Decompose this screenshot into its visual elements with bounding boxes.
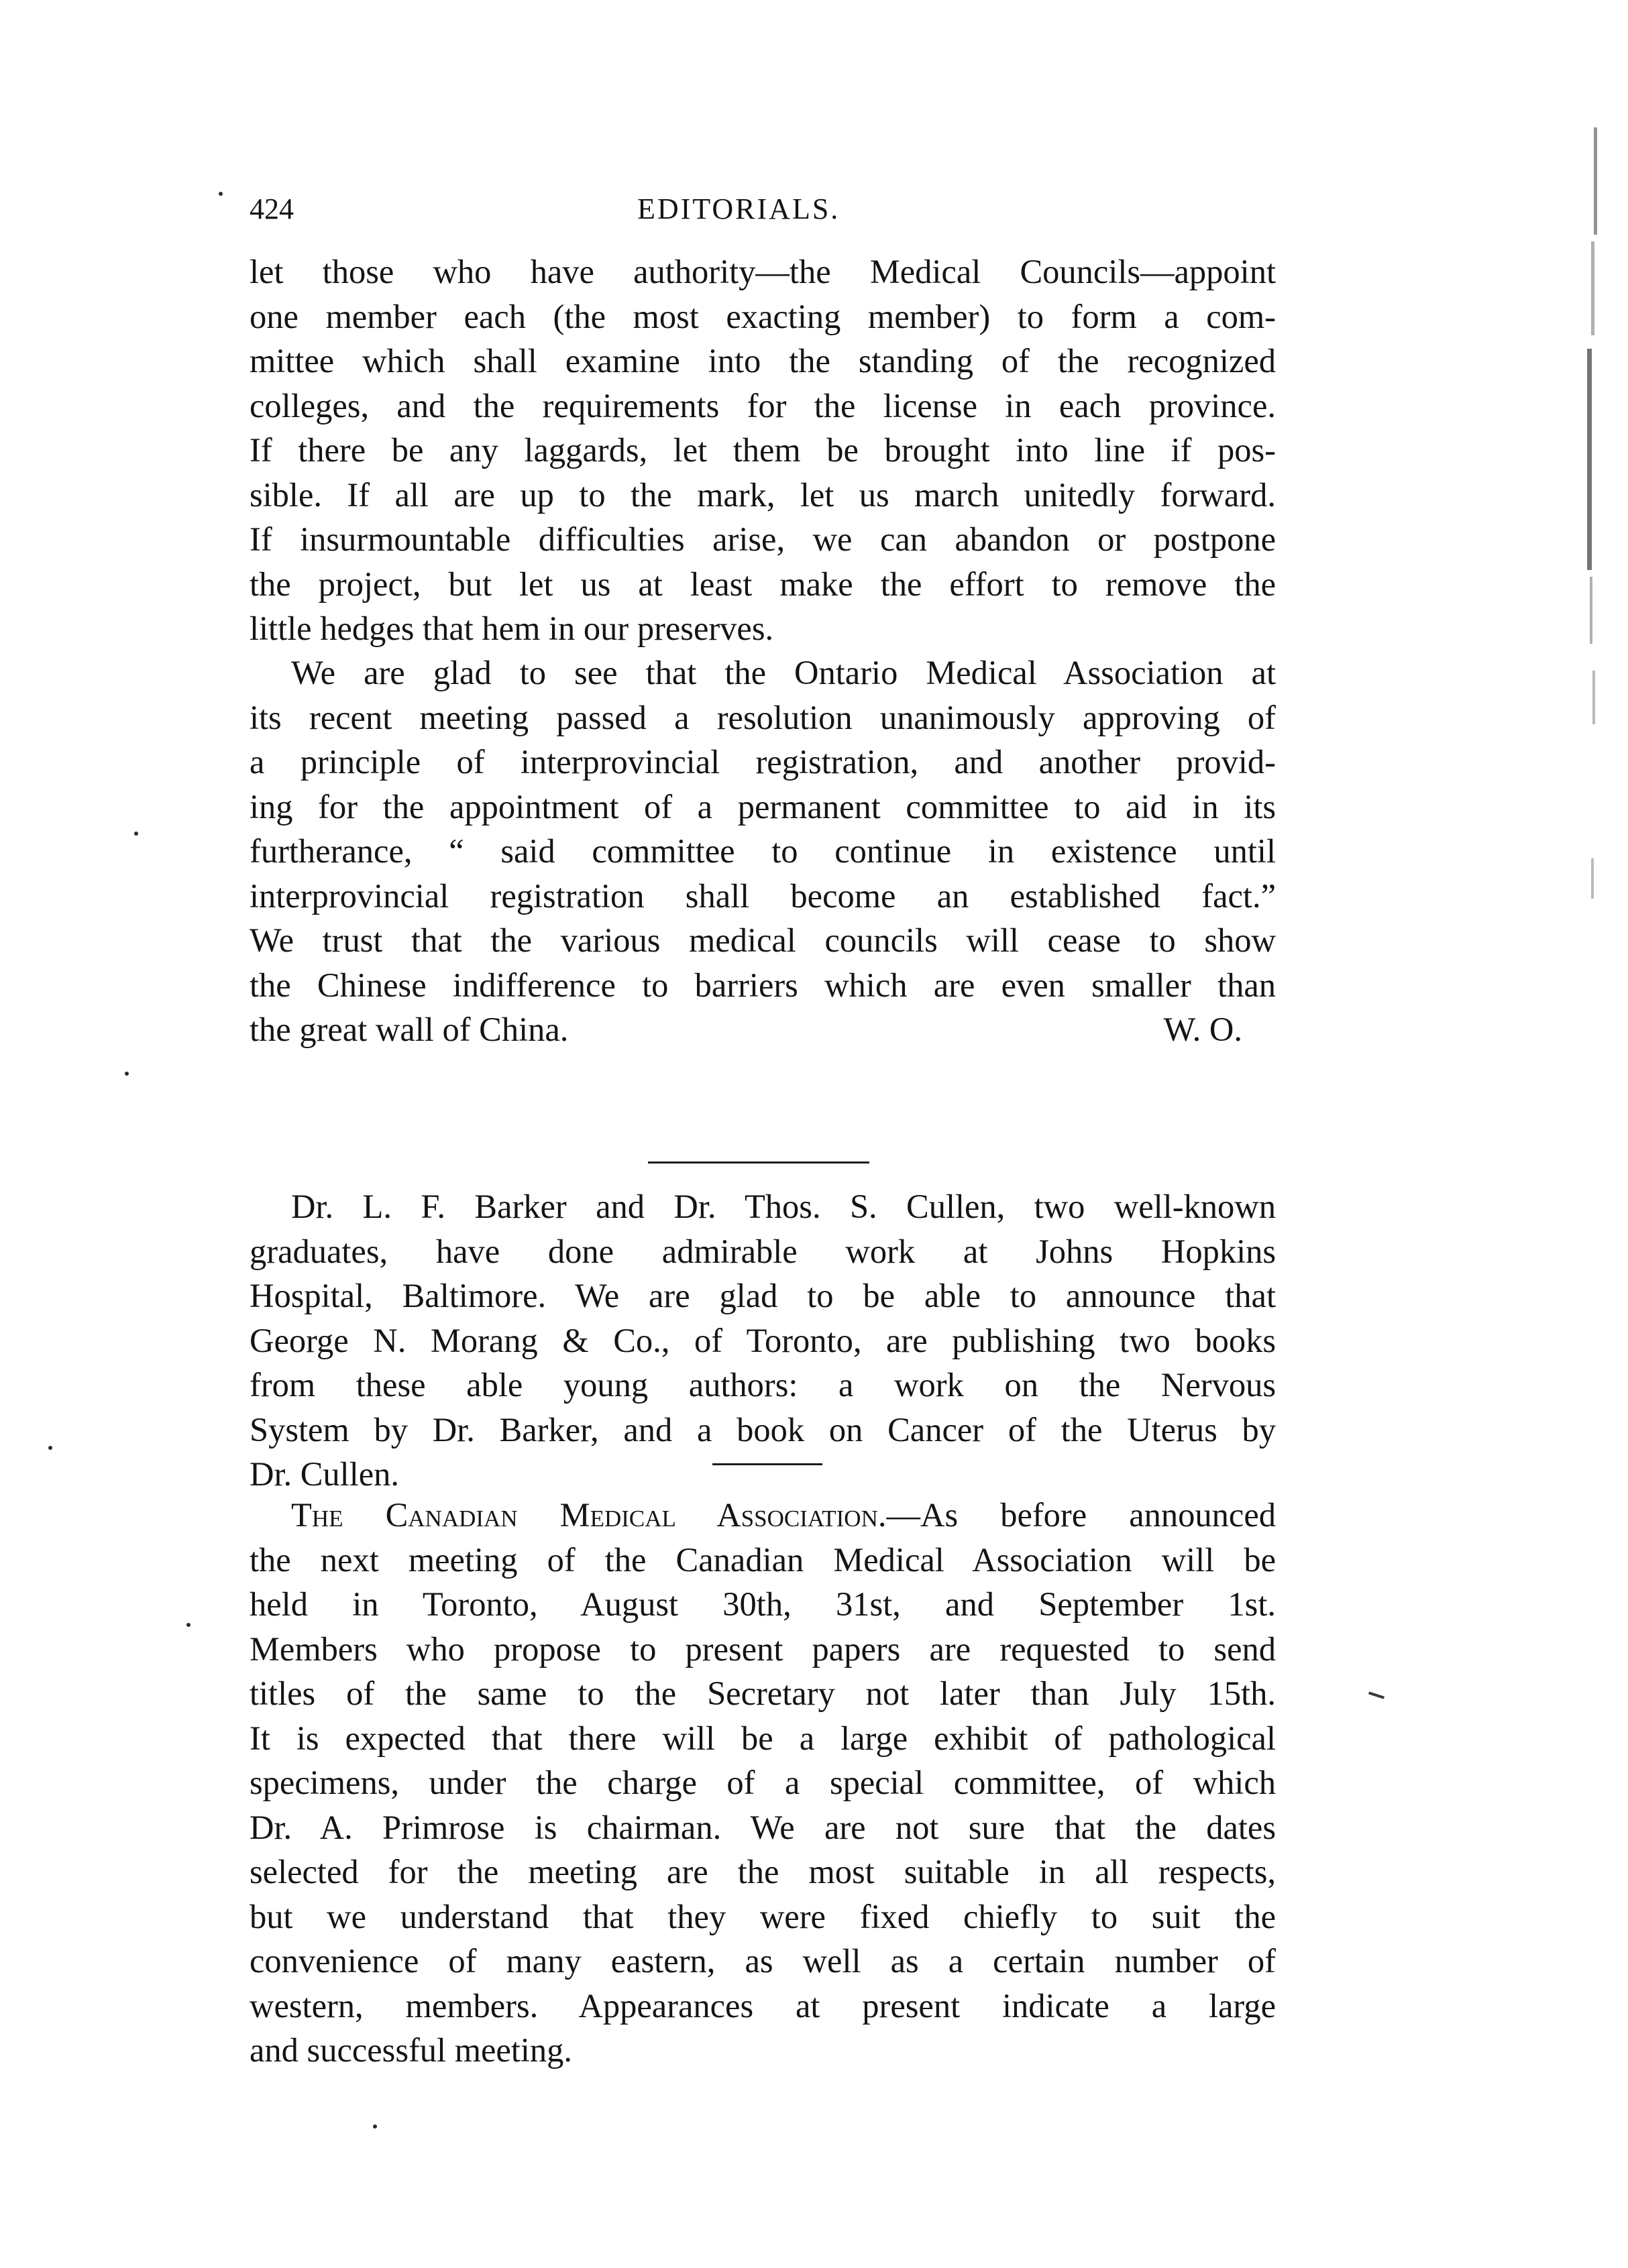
scan-speck xyxy=(134,832,138,836)
text-line: Dr. A. Primrose is chairman. We are not sure that the dates xyxy=(250,1808,1276,1846)
text-line: but we understand that they were fixed chiefly to suit the xyxy=(250,1897,1276,1935)
binding-edge-mark xyxy=(1591,241,1594,335)
running-head: EDITORIALS. xyxy=(637,192,840,225)
page-number: 424 xyxy=(250,192,294,225)
closing-line xyxy=(250,1007,1276,1052)
text-line: specimens, under the charge of a special committee, of which xyxy=(250,1764,1276,1801)
scan-mark xyxy=(1368,1691,1385,1699)
heading-line xyxy=(250,1493,1276,1538)
binding-edge-mark xyxy=(1594,127,1597,235)
text-line: mittee which shall examine into the standing of the recognized xyxy=(250,342,1276,380)
scan-speck xyxy=(219,192,223,196)
text-line: convenience of many eastern, as well as a certain number of xyxy=(250,1942,1276,1980)
short-divider xyxy=(712,1463,822,1465)
text-line: We are glad to see that the Ontario Medical Association at xyxy=(291,654,1276,691)
text-line: the project, but let us at least make the effort to remove the xyxy=(250,565,1276,603)
paragraph-cma xyxy=(250,1493,1276,2073)
text-line: held in Toronto, August 30th, 31st, and September 1st. xyxy=(250,1585,1276,1623)
text-line: furtherance, “ said committee to continue in existence until xyxy=(250,832,1276,870)
text-line: Hospital, Baltimore. We are glad to be able to announce that xyxy=(250,1277,1276,1314)
text-line: selected for the meeting are the most suitable in all respects, xyxy=(250,1853,1276,1890)
text-line: western, members. Appearances at present indicate a large xyxy=(250,1986,1276,2025)
text-line: let those who have authority—the Medical Councils—appoint xyxy=(250,253,1276,290)
text-line: graduates, have done admirable work at Johns Hopkins xyxy=(250,1232,1276,1270)
text-line: from these able young authors: a work on the Nervous xyxy=(250,1366,1276,1404)
paragraph-barker-cullen xyxy=(250,1184,1276,1497)
text-line: Dr. L. F. Barker and Dr. Thos. S. Cullen, two well-known xyxy=(291,1188,1276,1225)
text-line: ing for the appointment of a permanent committee to aid in its xyxy=(250,787,1276,826)
scan-speck xyxy=(125,1072,129,1076)
section-divider xyxy=(648,1161,869,1164)
text-line: a principle of interprovincial registration, and another provid- xyxy=(250,743,1276,781)
text-line: We trust that the various medical councils will cease to show xyxy=(250,921,1276,959)
text-line: colleges, and the requirements for the license in each province. xyxy=(250,386,1276,424)
text-line: If there be any laggards, let them be brought into line if pos- xyxy=(250,431,1276,469)
text-line: its recent meeting passed a resolution unanimously approving of xyxy=(250,698,1276,736)
text-line: and successful meeting. xyxy=(250,2031,573,2069)
scan-speck xyxy=(48,1446,52,1450)
paragraph-ontario xyxy=(250,650,1276,1052)
text-line: George N. Morang & Co., of Toronto, are publishing two books xyxy=(250,1321,1276,1359)
text-line: System by Dr. Barker, and a book on Cancer of the Uterus by xyxy=(250,1410,1276,1449)
binding-edge-mark xyxy=(1592,671,1595,724)
binding-edge-mark xyxy=(1590,577,1592,644)
text-line: titles of the same to the Secretary not later than July 15th. xyxy=(250,1675,1276,1712)
text-line: the next meeting of the Canadian Medical Association will be xyxy=(250,1540,1276,1579)
text-line: interprovincial registration shall become an established fact.” xyxy=(250,876,1276,915)
text-line: the Chinese indifference to barriers which are even smaller than xyxy=(250,966,1276,1004)
text-line: Members who propose to present papers are requested to send xyxy=(250,1630,1276,1668)
text-line: sible. If all are up to the mark, let us march unitedly forward. xyxy=(250,475,1276,514)
text-line: the great wall of China. xyxy=(250,1011,569,1048)
text-line: If insurmountable difficulties arise, we can abandon or postpone xyxy=(250,520,1276,558)
text-fragment: —As before announced xyxy=(886,1496,1276,1534)
text-line: Dr. Cullen. xyxy=(250,1455,400,1493)
binding-edge-mark xyxy=(1587,349,1592,570)
scan-speck xyxy=(373,2124,377,2129)
text-line: little hedges that hem in our preserves. xyxy=(250,610,774,647)
author-signature: W. O. xyxy=(1163,1011,1242,1048)
scan-speck xyxy=(186,1623,191,1627)
text-line: one member each (the most exacting member) to form a com- xyxy=(250,297,1276,335)
section-heading: The Canadian Medical Association. xyxy=(291,1496,887,1534)
text-line: It is expected that there will be a large exhibit of pathological xyxy=(250,1719,1276,1757)
paragraph-continuation xyxy=(250,249,1276,651)
binding-edge-mark xyxy=(1591,858,1594,899)
